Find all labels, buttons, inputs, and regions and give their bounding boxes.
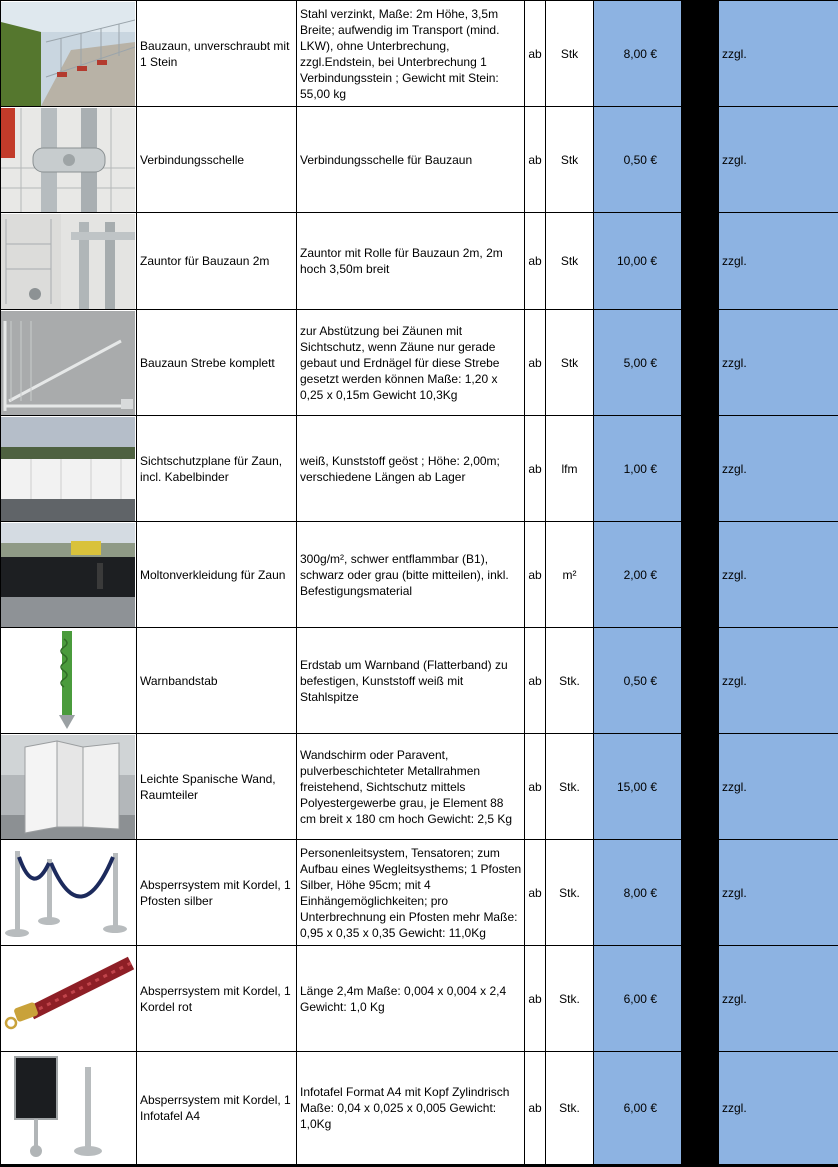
unit: Stk. — [546, 628, 594, 734]
product-name: Bauzaun Strebe komplett — [137, 310, 297, 416]
ab-label: ab — [525, 213, 546, 310]
divider — [682, 1052, 719, 1165]
zzgl-label: zzgl. — [719, 1052, 838, 1165]
table-row — [1, 1052, 838, 1165]
table-row — [1, 1, 838, 107]
ab-label: ab — [525, 416, 546, 522]
ab-label: ab — [525, 522, 546, 628]
zzgl-label: zzgl. — [719, 213, 838, 310]
zzgl-label: zzgl. — [719, 416, 838, 522]
divider — [682, 628, 719, 734]
sichtschutz-photo — [1, 416, 137, 522]
table-row — [1, 734, 838, 840]
unit: m² — [546, 522, 594, 628]
spanische-wand-photo — [1, 734, 137, 840]
warnbandstab-photo — [1, 628, 137, 734]
infotafel-photo — [1, 1052, 137, 1165]
zzgl-label: zzgl. — [719, 946, 838, 1052]
table-row — [1, 416, 838, 522]
table-row — [1, 522, 838, 628]
ab-label: ab — [525, 946, 546, 1052]
price: 1,00 € — [594, 416, 682, 522]
unit: Stk. — [546, 946, 594, 1052]
zzgl-label: zzgl. — [719, 310, 838, 416]
table-row — [1, 213, 838, 310]
price: 10,00 € — [594, 213, 682, 310]
table-row — [1, 310, 838, 416]
unit: Stk — [546, 1, 594, 107]
price: 2,00 € — [594, 522, 682, 628]
divider — [682, 840, 719, 946]
product-name: Moltonverkleidung für Zaun — [137, 522, 297, 628]
absperrsystem-photo — [1, 840, 137, 946]
price: 15,00 € — [594, 734, 682, 840]
zzgl-label: zzgl. — [719, 522, 838, 628]
divider — [682, 310, 719, 416]
divider — [682, 734, 719, 840]
divider — [682, 946, 719, 1052]
product-description: Zauntor mit Rolle für Bauzaun 2m, 2m hoch 3,50m breit — [297, 213, 525, 310]
table-row — [1, 107, 838, 213]
product-description: Länge 2,4m Maße: 0,004 x 0,004 x 2,4 Gewicht: 1,0 Kg — [297, 946, 525, 1052]
price: 5,00 € — [594, 310, 682, 416]
unit: Stk — [546, 213, 594, 310]
product-description: Wandschirm oder Paravent, pulverbeschichteter Metallrahmen freistehend, Sichtschutz mittels Polyestergewerbe grau, je Element 88 cm breit x 180 cm hoch Gewicht: 2,5 Kg — [297, 734, 525, 840]
product-name: Zauntor für Bauzaun 2m — [137, 213, 297, 310]
bauzaun-photo — [1, 1, 137, 107]
ab-label: ab — [525, 840, 546, 946]
ab-label: ab — [525, 628, 546, 734]
divider — [682, 416, 719, 522]
unit: lfm — [546, 416, 594, 522]
zauntor-photo — [1, 213, 137, 310]
product-name: Absperrsystem mit Kordel, 1 Kordel rot — [137, 946, 297, 1052]
ab-label: ab — [525, 1052, 546, 1165]
zzgl-label: zzgl. — [719, 734, 838, 840]
price: 6,00 € — [594, 946, 682, 1052]
ab-label: ab — [525, 107, 546, 213]
molton-photo — [1, 522, 137, 628]
ab-label: ab — [525, 310, 546, 416]
product-description: 300g/m², schwer entflammbar (B1), schwarz oder grau (bitte mitteilen), inkl. Befestigungsmaterial — [297, 522, 525, 628]
unit: Stk. — [546, 1052, 594, 1165]
divider — [682, 107, 719, 213]
table-row — [1, 628, 838, 734]
product-name: Absperrsystem mit Kordel, 1 Infotafel A4 — [137, 1052, 297, 1165]
product-description: Personenleitsystem, Tensatoren; zum Aufbau eines Wegleitsysthems; 1 Pfosten Silber, Höhe 95cm; mit 4 Einhängemöglichkeiten; pro Unterbrechnung ein Pfosten mehr Maße: 0,95 x 0,35 x 0,35 Gewicht: 11,0Kg — [297, 840, 525, 946]
product-name: Warnbandstab — [137, 628, 297, 734]
product-description: weiß, Kunststoff geöst ; Höhe: 2,00m; verschiedene Längen ab Lager — [297, 416, 525, 522]
unit: Stk — [546, 107, 594, 213]
product-description: zur Abstützung bei Zäunen mit Sichtschutz, wenn Zäune nur gerade gebaut und Erdnägel für diese Strebe gesetzt werden können Maße: 1,20 x 0,25 x 0,15m Gewicht 10,3Kg — [297, 310, 525, 416]
product-name: Bauzaun, unverschraubt mit 1 Stein — [137, 1, 297, 107]
ab-label: ab — [525, 734, 546, 840]
ab-label: ab — [525, 1, 546, 107]
kordel-photo — [1, 946, 137, 1052]
product-name: Absperrsystem mit Kordel, 1 Pfosten silber — [137, 840, 297, 946]
zzgl-label: zzgl. — [719, 840, 838, 946]
unit: Stk. — [546, 840, 594, 946]
zzgl-label: zzgl. — [719, 1, 838, 107]
price: 8,00 € — [594, 840, 682, 946]
strebe-photo — [1, 310, 137, 416]
product-name: Sichtschutzplane für Zaun, incl. Kabelbinder — [137, 416, 297, 522]
product-description: Erdstab um Warnband (Flatterband) zu befestigen, Kunststoff weiß mit Stahlspitze — [297, 628, 525, 734]
price: 0,50 € — [594, 628, 682, 734]
unit: Stk — [546, 310, 594, 416]
divider — [682, 213, 719, 310]
product-name: Leichte Spanische Wand, Raumteiler — [137, 734, 297, 840]
table-row — [1, 946, 838, 1052]
zzgl-label: zzgl. — [719, 107, 838, 213]
price: 8,00 € — [594, 1, 682, 107]
product-description: Infotafel Format A4 mit Kopf Zylindrisch Maße: 0,04 x 0,025 x 0,005 Gewicht: 1,0Kg — [297, 1052, 525, 1165]
product-description: Verbindungsschelle für Bauzaun — [297, 107, 525, 213]
table-row — [1, 840, 838, 946]
divider — [682, 1, 719, 107]
zzgl-label: zzgl. — [719, 628, 838, 734]
product-description: Stahl verzinkt, Maße: 2m Höhe, 3,5m Breite; aufwendig im Transport (mind. LKW), ohne Unterbrechung, zzgl.Endstein, bei Unterbrechung 1 Verbindungsstein ; Gewicht mit Stein: 55,00 kg — [297, 1, 525, 107]
price: 6,00 € — [594, 1052, 682, 1165]
product-name: Verbindungsschelle — [137, 107, 297, 213]
divider — [682, 522, 719, 628]
unit: Stk. — [546, 734, 594, 840]
verbindungsschelle-photo — [1, 107, 137, 213]
price: 0,50 € — [594, 107, 682, 213]
